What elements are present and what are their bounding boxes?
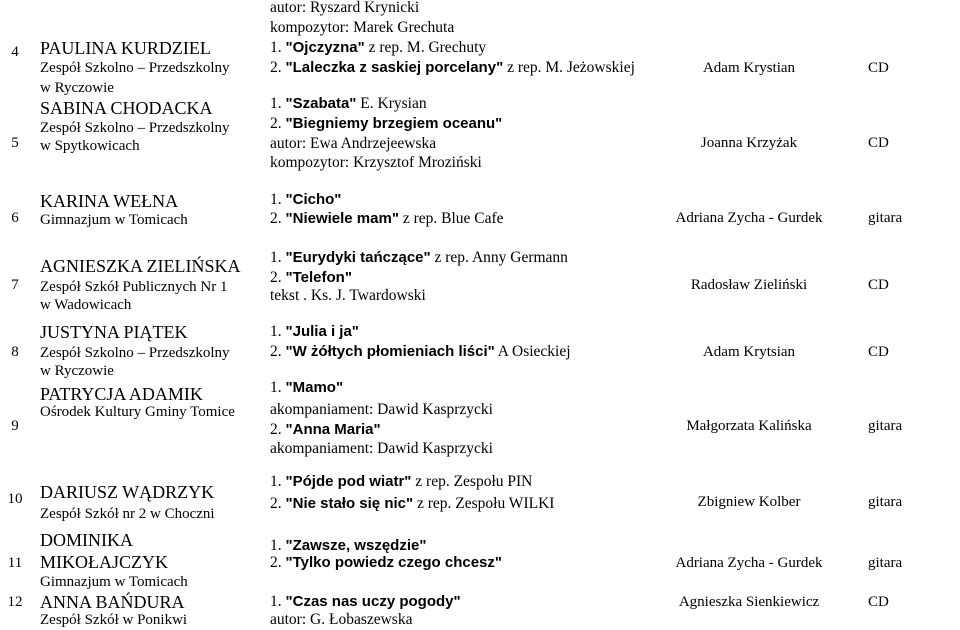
song-title: "Pójde pod wiatr" — [285, 473, 412, 490]
accompaniment: CD — [868, 60, 889, 76]
song-line: tekst . Ks. J. Twardowski — [270, 287, 426, 304]
performer-name: DARIUSZ WĄDRZYK — [40, 482, 215, 502]
school-name: Gimnazjum w Tomicach — [40, 574, 188, 590]
song-line: akompaniament: Dawid Kasprzycki — [270, 440, 493, 457]
performer-name: MIKOŁAJCZYK — [40, 552, 168, 572]
song-line: 1. "Cicho" — [270, 191, 342, 208]
teacher-name: Adam Krystian — [702, 60, 796, 76]
song-line: autor: G. Łobaszewska — [270, 611, 413, 628]
song-title: "Nie stało się nic" — [285, 495, 414, 512]
row-number: 7 — [11, 277, 19, 293]
row-number: 5 — [11, 135, 19, 151]
song-line: 1. "Julia i ja" — [270, 323, 359, 340]
song-title: "Julia i ja" — [285, 323, 359, 340]
song-line: 1. "Pójde pod wiatr" z rep. Zespołu PIN — [270, 473, 533, 490]
row-number: 11 — [7, 555, 23, 571]
song-line: 1. "Eurydyki tańczące" z rep. Anny Germann — [270, 249, 568, 266]
song-title: "Eurydyki tańczące" — [285, 249, 431, 266]
performer-name: ANNA BAŃDURA — [40, 592, 185, 612]
row-number: 4 — [11, 44, 19, 60]
song-title: "Laleczka z saskiej porcelany" — [285, 59, 504, 76]
accompaniment: CD — [868, 344, 889, 360]
teacher-name: Joanna Krzyżak — [700, 135, 798, 151]
teacher-name: Małgorzata Kalińska — [686, 418, 812, 434]
accompaniment: gitara — [868, 210, 903, 226]
song-line: 2. "Tylko powiedz czego chcesz" — [270, 554, 502, 571]
song-title: "Tylko powiedz czego chcesz" — [285, 554, 502, 571]
performer-name: SABINA CHODACKA — [40, 98, 213, 118]
teacher-name: Adriana Zycha - Gurdek — [675, 555, 823, 571]
performer-name: JUSTYNA PIĄTEK — [40, 322, 188, 342]
performer-name: DOMINIKA — [40, 530, 133, 550]
song-line: kompozytor: Krzysztof Mroziński — [270, 154, 482, 171]
song-line: 2. "Nie stało się nic" z rep. Zespołu WILKI — [270, 495, 555, 512]
school-name: Zespół Szkolno – Przedszkolny — [40, 120, 230, 136]
accompaniment: CD — [868, 594, 889, 610]
teacher-name: Adam Krytsian — [702, 344, 796, 360]
school-name: w Wadowicach — [40, 297, 132, 313]
song-line: 2. "Niewiele mam" z rep. Blue Cafe — [270, 210, 504, 227]
school-name: Zespół Szkolno – Przedszkolny — [40, 60, 230, 76]
song-line: autor: Ryszard Krynicki — [270, 0, 420, 16]
school-name: w Ryczowie — [40, 363, 114, 379]
row-number: 8 — [11, 344, 19, 360]
teacher-name: Radosław Zieliński — [690, 277, 808, 293]
song-line: 2. "Telefon" — [270, 269, 352, 286]
performer-name: PAULINA KURDZIEL — [40, 38, 211, 58]
song-title: "Cicho" — [285, 191, 342, 208]
song-title: "Anna Maria" — [285, 421, 381, 438]
song-line: 1. "Zawsze, wszędzie" — [270, 537, 427, 554]
row-number: 6 — [11, 210, 19, 226]
accompaniment: gitara — [868, 418, 903, 434]
song-title: "Czas nas uczy pogody" — [285, 593, 461, 610]
song-title: "W żółtych płomieniach liści" — [285, 343, 495, 360]
song-title: "Szabata" — [285, 95, 357, 112]
row-number: 10 — [7, 491, 23, 507]
performer-name: KARINA WEŁNA — [40, 191, 179, 211]
accompaniment: gitara — [868, 494, 903, 510]
song-line: 1. "Czas nas uczy pogody" — [270, 593, 461, 610]
teacher-name: Zbigniew Kolber — [697, 494, 801, 510]
song-title: "Niewiele mam" — [285, 210, 399, 227]
song-line: 1. "Ojczyzna" z rep. M. Grechuty — [270, 39, 487, 56]
song-line: akompaniament: Dawid Kasprzycki — [270, 401, 493, 418]
teacher-name: Adriana Zycha - Gurdek — [675, 210, 823, 226]
song-title: "Telefon" — [285, 269, 352, 286]
school-name: Zespół Szkół nr 2 w Choczni — [40, 506, 215, 522]
accompaniment: CD — [868, 277, 889, 293]
school-name: Zespół Szkolno – Przedszkolny — [40, 345, 230, 361]
school-name: Ośrodek Kultury Gminy Tomice — [40, 404, 235, 420]
performer-name: AGNIESZKA ZIELIŃSKA — [40, 256, 241, 276]
school-name: Gimnazjum w Tomicach — [40, 212, 188, 228]
song-line: 2. "Anna Maria" — [270, 421, 381, 438]
row-number: 9 — [11, 418, 19, 434]
song-title: "Biegniemy brzegiem oceanu" — [285, 115, 503, 132]
song-title: "Mamo" — [285, 379, 344, 396]
song-line: 2. "Biegniemy brzegiem oceanu" — [270, 115, 503, 132]
song-title: "Ojczyzna" — [285, 39, 365, 56]
school-name: Zespół Szkół Publicznych Nr 1 — [40, 279, 228, 295]
song-line: kompozytor: Marek Grechuta — [270, 19, 455, 36]
song-line: 1. "Szabata" E. Krysian — [270, 95, 427, 112]
song-line: autor: Ewa Andrzejeewska — [270, 135, 437, 152]
school-name: w Spytkowicach — [40, 138, 140, 154]
song-line: 1. "Mamo" — [270, 379, 344, 396]
school-name: w Ryczowie — [40, 80, 114, 96]
school-name: Zespół Szkół w Ponikwi — [40, 612, 188, 628]
performer-name: PATRYCJA ADAMIK — [40, 384, 203, 404]
accompaniment: gitara — [868, 555, 903, 571]
song-line: 2. "Laleczka z saskiej porcelany" z rep. M. Jeżowskiej — [270, 59, 635, 76]
song-title: "Zawsze, wszędzie" — [285, 537, 427, 554]
row-number: 12 — [7, 594, 23, 610]
teacher-name: Agnieszka Sienkiewicz — [678, 594, 820, 610]
song-line: 2. "W żółtych płomieniach liści" A Osieckiej — [270, 343, 571, 360]
accompaniment: CD — [868, 135, 889, 151]
